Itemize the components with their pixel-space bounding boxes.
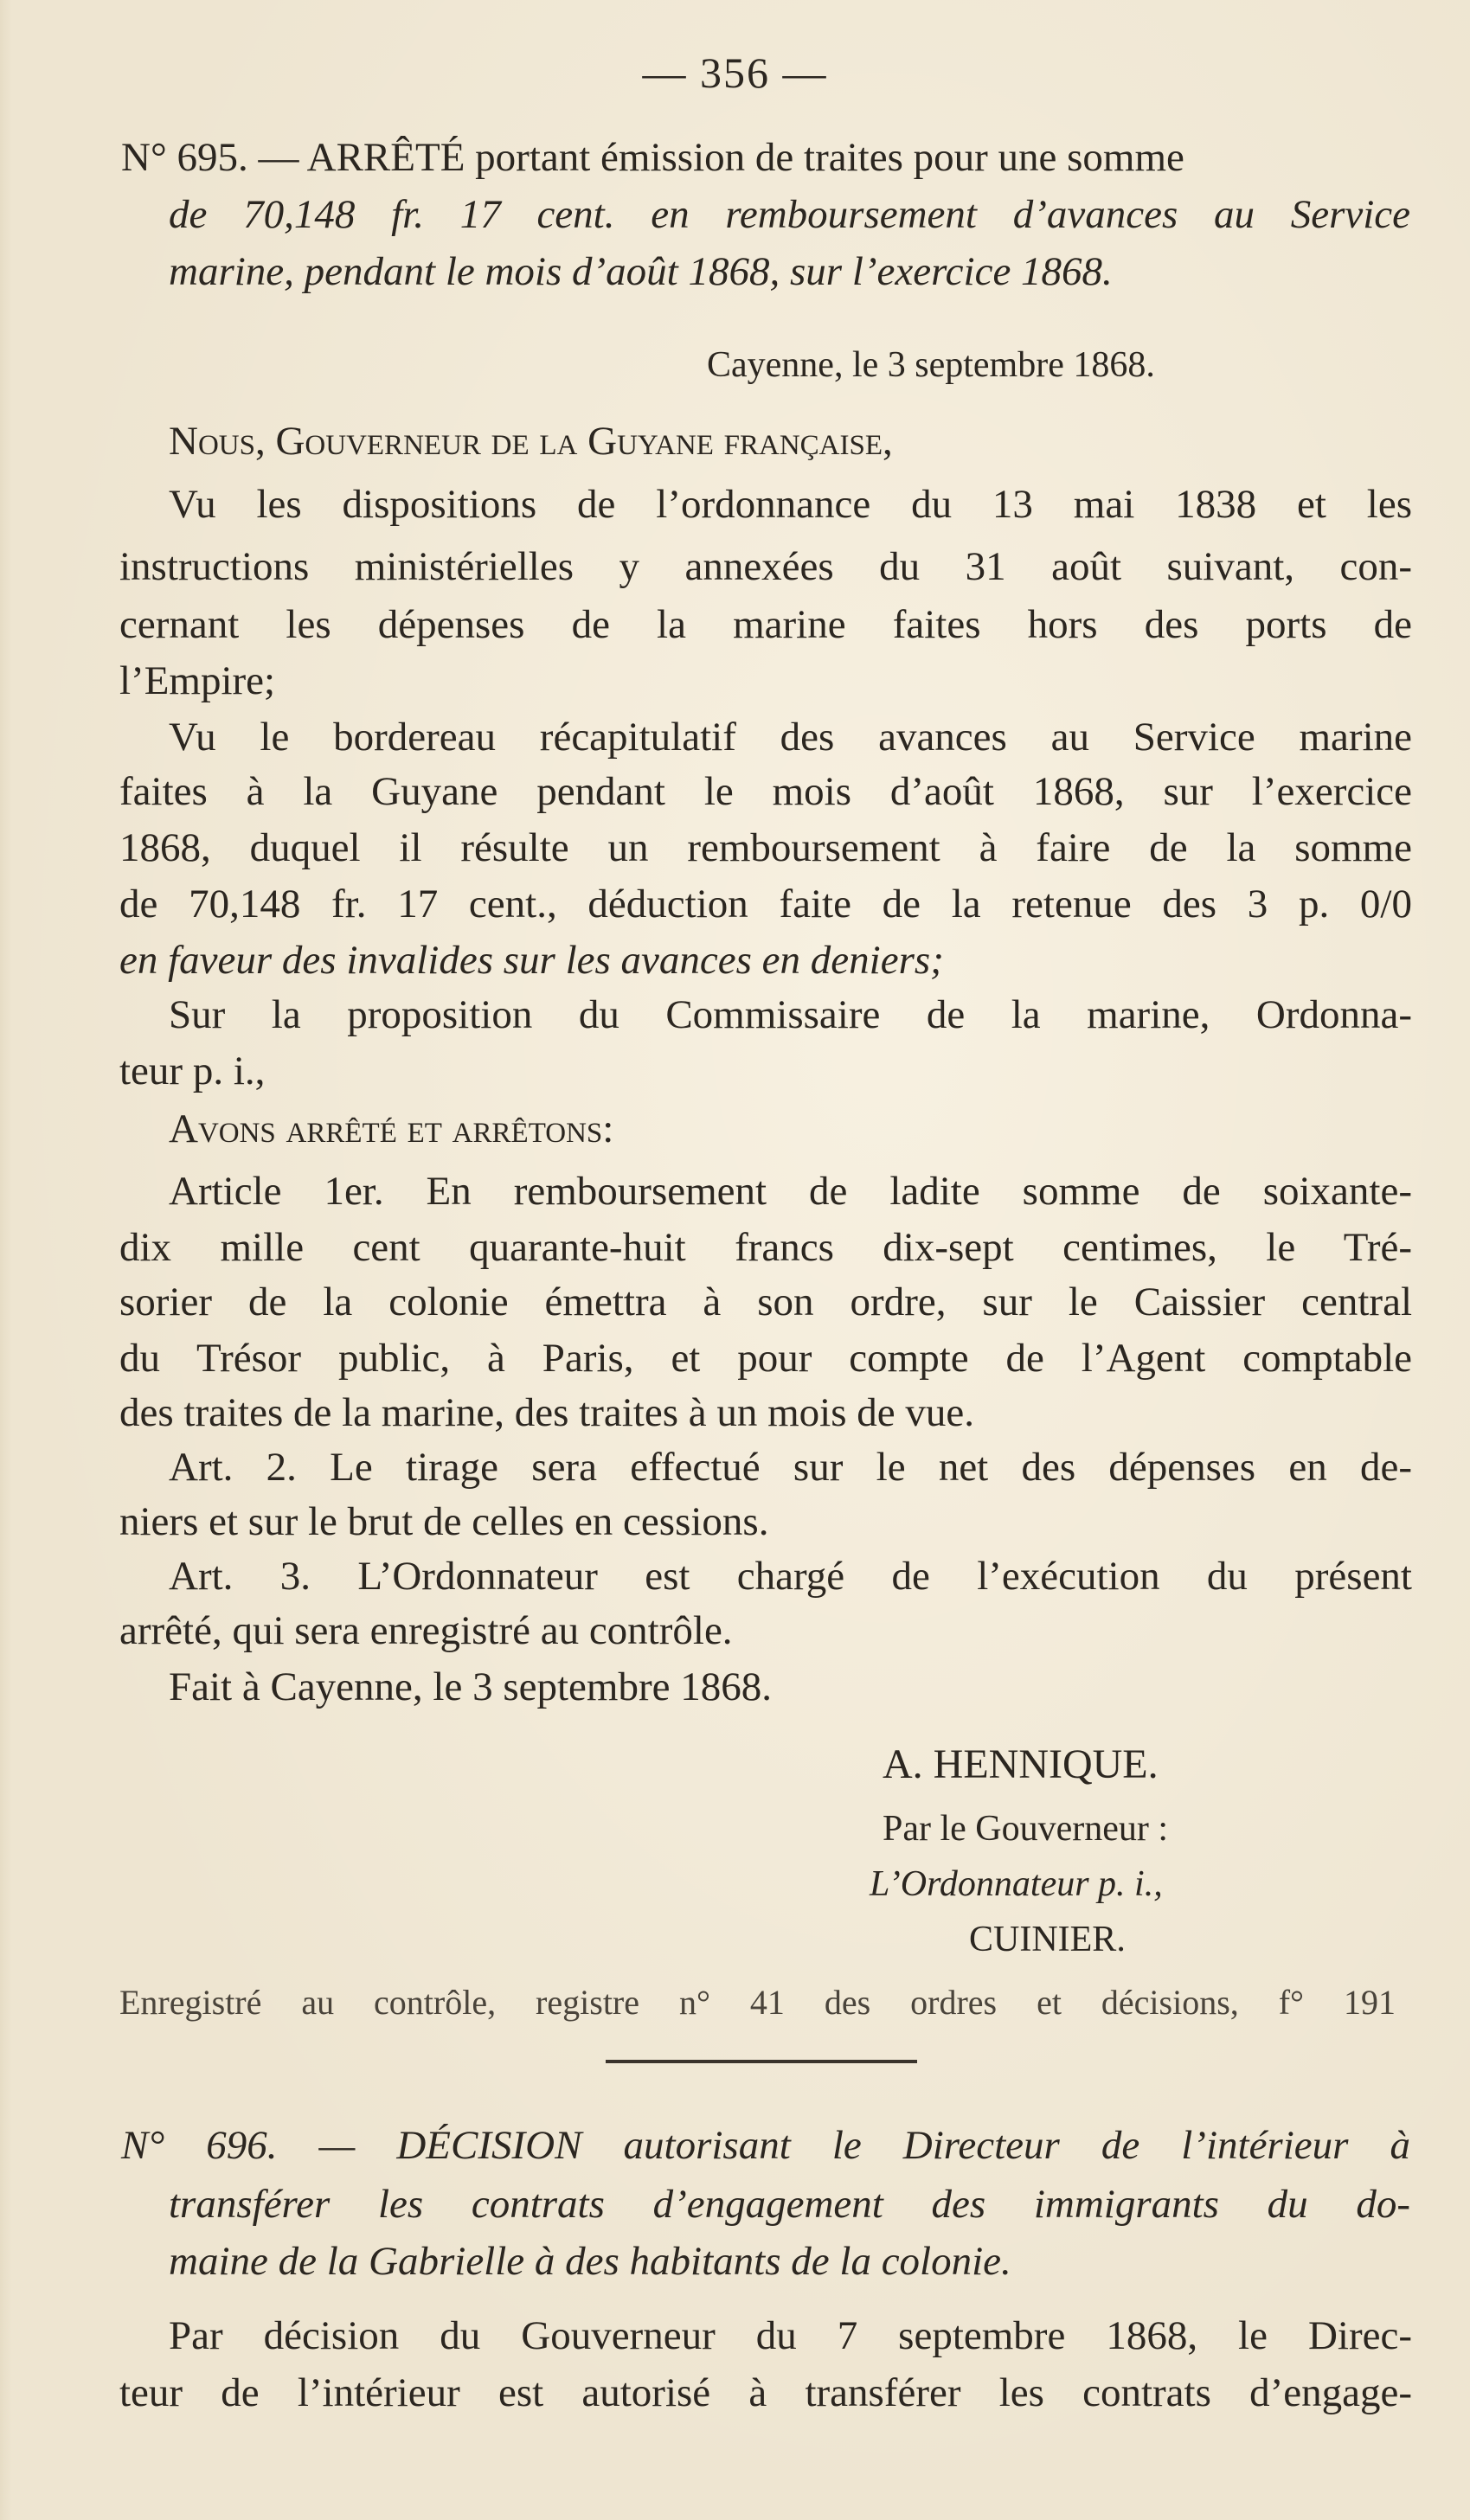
act695-body-line-14: Article 1er. En remboursement de ladite somme de soixante- <box>169 1169 1412 1214</box>
act695-body-line-21: Art. 3. L’Ordonnateur est chargé de l’exécution du présent <box>169 1554 1412 1599</box>
act695-body-line-15: dix mille cent quarante-huit francs dix-sept centimes, le Tré- <box>119 1225 1412 1270</box>
act695-body-line-1: Nous, Gouverneur de la Guyane française, <box>169 419 893 464</box>
act695-place-date: Cayenne, le 3 septembre 1868. <box>707 345 1155 385</box>
act695-body-line-11: Sur la proposition du Commissaire de la marine, Ordonna- <box>169 992 1412 1037</box>
act695-body-line-7: faites à la Guyane pendant le mois d’août 1868, sur l’exercice <box>119 769 1412 814</box>
act695-body-line-3: instructions ministérielles y annexées du 31 août suivant, con- <box>119 544 1412 589</box>
act695-body-line-8: 1868, duquel il résulte un remboursement à faire de la somme <box>119 825 1412 870</box>
act696-body-line-1: Par décision du Gouverneur du 7 septembre 1868, le Direc- <box>169 2313 1412 2358</box>
signature-role: L’Ordonnateur p. i., <box>870 1864 1163 1904</box>
act695-body-line-9: de 70,148 fr. 17 cent., déduction faite de la retenue des 3 p. 0/0 <box>119 882 1412 927</box>
act695-heading-line-3: marine, pendant le mois d’août 1868, sur l’exercice 1868. <box>169 249 1113 294</box>
act695-body-line-17: du Trésor public, à Paris, et pour compte de l’Agent comptable <box>119 1336 1412 1381</box>
signature-by-line: Par le Gouverneur : <box>883 1809 1169 1849</box>
act695-heading-line-2: de 70,148 fr. 17 cent. en remboursement d’avances au Service <box>169 192 1410 237</box>
act696-heading-line-1: N° 696. — DÉCISION autorisant le Directeur de l’intérieur à <box>121 2123 1410 2168</box>
act695-body-line-2: Vu les dispositions de l’ordonnance du 13 mai 1838 et les <box>169 482 1412 527</box>
act695-heading-line-1: N° 695. — ARRÊTÉ portant émission de traites pour une somme <box>121 135 1184 180</box>
page-fold-shadow <box>0 0 12 2520</box>
page-number: — 356 — <box>642 48 828 97</box>
act695-body-line-23: Fait à Cayenne, le 3 septembre 1868. <box>169 1664 772 1709</box>
act696-heading-line-3: maine de la Gabrielle à des habitants de la colonie. <box>169 2239 1011 2284</box>
act695-body-line-13: Avons arrêté et arrêtons: <box>169 1106 614 1151</box>
act695-body-line-5: l’Empire; <box>119 658 276 703</box>
signature-signer: CUINIER. <box>969 1920 1126 1959</box>
section-divider <box>606 2060 917 2063</box>
act695-body-line-20: niers et sur le brut de celles en cessions. <box>119 1499 769 1544</box>
act695-body-line-19: Art. 2. Le tirage sera effectué sur le net des dépenses en de- <box>169 1445 1412 1490</box>
act696-body-line-2: teur de l’intérieur est autorisé à transférer les contrats d’engage- <box>119 2370 1412 2415</box>
signature-governor-name: A. HENNIQUE. <box>883 1741 1159 1787</box>
registration-note: Enregistré au contrôle, registre n° 41 des ordres et décisions, f° 191 <box>119 1983 1396 2022</box>
act695-body-line-18: des traites de la marine, des traites à un mois de vue. <box>119 1390 974 1435</box>
act695-body-line-22: arrêté, qui sera enregistré au contrôle. <box>119 1608 733 1653</box>
act695-body-line-16: sorier de la colonie émettra à son ordre, sur le Caissier central <box>119 1279 1412 1324</box>
act696-heading-line-2: transférer les contrats d’engagement des immigrants du do- <box>169 2182 1410 2227</box>
act695-body-line-10: en faveur des invalides sur les avances en deniers; <box>119 938 944 983</box>
act695-body-line-12: teur p. i., <box>119 1048 266 1093</box>
act695-body-line-4: cernant les dépenses de la marine faites hors des ports de <box>119 602 1412 647</box>
act695-body-line-6: Vu le bordereau récapitulatif des avances au Service marine <box>169 715 1412 760</box>
